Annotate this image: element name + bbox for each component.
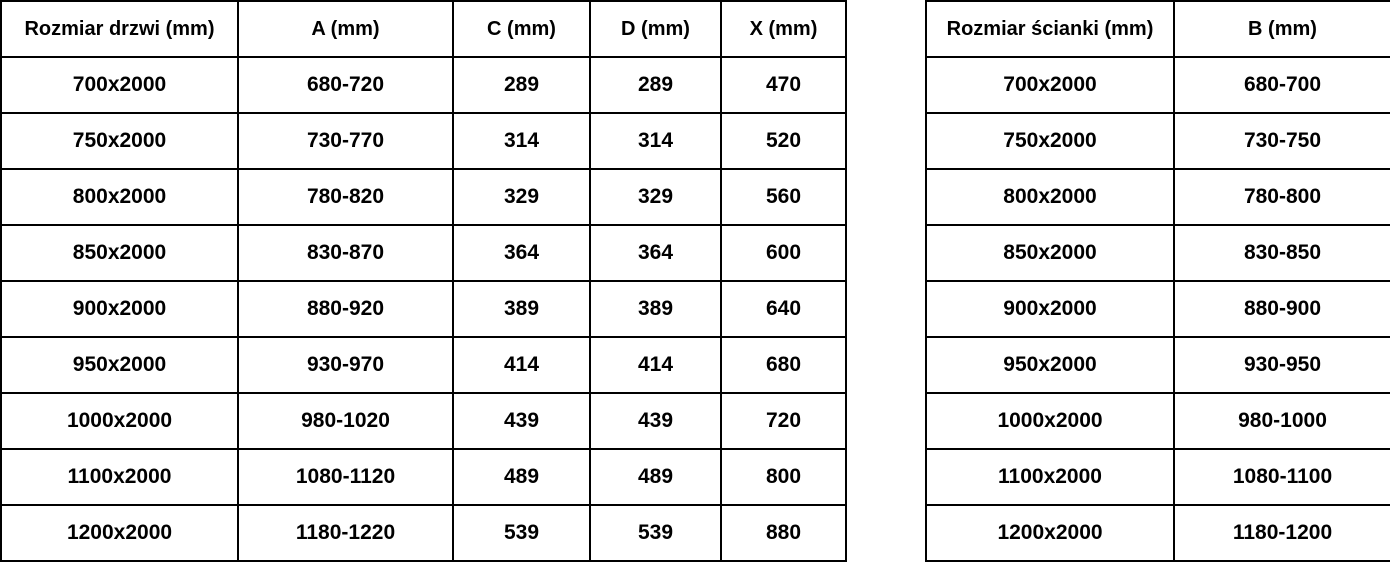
column-header-b: B (mm) <box>1174 1 1390 57</box>
cell-b: 830-850 <box>1174 225 1390 281</box>
table-row <box>1 169 846 225</box>
cell-a: 730-770 <box>238 113 453 169</box>
cell-d: 329 <box>590 169 721 225</box>
table-row <box>926 281 1390 337</box>
table-row <box>1 57 846 113</box>
cell-door-size: 800x2000 <box>1 169 238 225</box>
cell-wall-size: 1000x2000 <box>926 393 1174 449</box>
table-separator-gap <box>845 0 925 541</box>
cell-x: 640 <box>721 281 846 337</box>
cell-wall-size: 800x2000 <box>926 169 1174 225</box>
cell-a: 780-820 <box>238 169 453 225</box>
table-row <box>926 449 1390 505</box>
cell-x: 520 <box>721 113 846 169</box>
cell-b: 880-900 <box>1174 281 1390 337</box>
cell-c: 414 <box>453 337 590 393</box>
cell-a: 880-920 <box>238 281 453 337</box>
column-header-door-size: Rozmiar drzwi (mm) <box>1 1 238 57</box>
cell-d: 539 <box>590 505 721 561</box>
table-header-row <box>926 1 1390 57</box>
wall-table-body <box>926 57 1390 561</box>
cell-d: 289 <box>590 57 721 113</box>
cell-b: 730-750 <box>1174 113 1390 169</box>
column-header-wall-size: Rozmiar ścianki (mm) <box>926 1 1174 57</box>
cell-c: 539 <box>453 505 590 561</box>
table-row <box>1 449 846 505</box>
cell-wall-size: 1200x2000 <box>926 505 1174 561</box>
table-row <box>1 505 846 561</box>
column-header-c: C (mm) <box>453 1 590 57</box>
cell-a: 980-1020 <box>238 393 453 449</box>
cell-x: 720 <box>721 393 846 449</box>
cell-x: 680 <box>721 337 846 393</box>
cell-wall-size: 850x2000 <box>926 225 1174 281</box>
wall-dimensions-table <box>925 0 1390 562</box>
cell-x: 880 <box>721 505 846 561</box>
cell-wall-size: 1100x2000 <box>926 449 1174 505</box>
cell-door-size: 1100x2000 <box>1 449 238 505</box>
cell-wall-size: 900x2000 <box>926 281 1174 337</box>
cell-x: 600 <box>721 225 846 281</box>
cell-b: 780-800 <box>1174 169 1390 225</box>
cell-door-size: 900x2000 <box>1 281 238 337</box>
cell-wall-size: 700x2000 <box>926 57 1174 113</box>
column-header-d: D (mm) <box>590 1 721 57</box>
cell-x: 560 <box>721 169 846 225</box>
table-header-row <box>1 1 846 57</box>
table-row <box>1 337 846 393</box>
cell-c: 329 <box>453 169 590 225</box>
cell-b: 930-950 <box>1174 337 1390 393</box>
table-row <box>1 393 846 449</box>
wall-dimensions-table-wrapper <box>925 0 1390 545</box>
cell-d: 389 <box>590 281 721 337</box>
cell-b: 1180-1200 <box>1174 505 1390 561</box>
cell-d: 489 <box>590 449 721 505</box>
cell-door-size: 700x2000 <box>1 57 238 113</box>
doors-table-body <box>1 57 846 561</box>
cell-a: 1180-1220 <box>238 505 453 561</box>
column-header-x: X (mm) <box>721 1 846 57</box>
table-row <box>926 393 1390 449</box>
cell-a: 680-720 <box>238 57 453 113</box>
cell-b: 680-700 <box>1174 57 1390 113</box>
column-header-a: A (mm) <box>238 1 453 57</box>
cell-c: 439 <box>453 393 590 449</box>
cell-d: 439 <box>590 393 721 449</box>
cell-d: 314 <box>590 113 721 169</box>
cell-b: 980-1000 <box>1174 393 1390 449</box>
cell-wall-size: 950x2000 <box>926 337 1174 393</box>
cell-door-size: 850x2000 <box>1 225 238 281</box>
cell-a: 930-970 <box>238 337 453 393</box>
wall-table-header <box>926 1 1390 57</box>
cell-d: 364 <box>590 225 721 281</box>
table-row <box>926 169 1390 225</box>
table-row <box>926 113 1390 169</box>
cell-door-size: 950x2000 <box>1 337 238 393</box>
cell-b: 1080-1100 <box>1174 449 1390 505</box>
cell-wall-size: 750x2000 <box>926 113 1174 169</box>
cell-c: 364 <box>453 225 590 281</box>
table-row <box>926 337 1390 393</box>
cell-door-size: 1000x2000 <box>1 393 238 449</box>
cell-door-size: 1200x2000 <box>1 505 238 561</box>
doors-table-header <box>1 1 846 57</box>
cell-x: 800 <box>721 449 846 505</box>
cell-a: 1080-1120 <box>238 449 453 505</box>
table-row <box>926 225 1390 281</box>
table-row <box>1 281 846 337</box>
table-row <box>1 113 846 169</box>
table-row <box>926 57 1390 113</box>
cell-c: 389 <box>453 281 590 337</box>
cell-door-size: 750x2000 <box>1 113 238 169</box>
cell-c: 489 <box>453 449 590 505</box>
cell-x: 470 <box>721 57 846 113</box>
table-row <box>926 505 1390 561</box>
cell-a: 830-870 <box>238 225 453 281</box>
cell-c: 314 <box>453 113 590 169</box>
table-row <box>1 225 846 281</box>
cell-d: 414 <box>590 337 721 393</box>
cell-c: 289 <box>453 57 590 113</box>
